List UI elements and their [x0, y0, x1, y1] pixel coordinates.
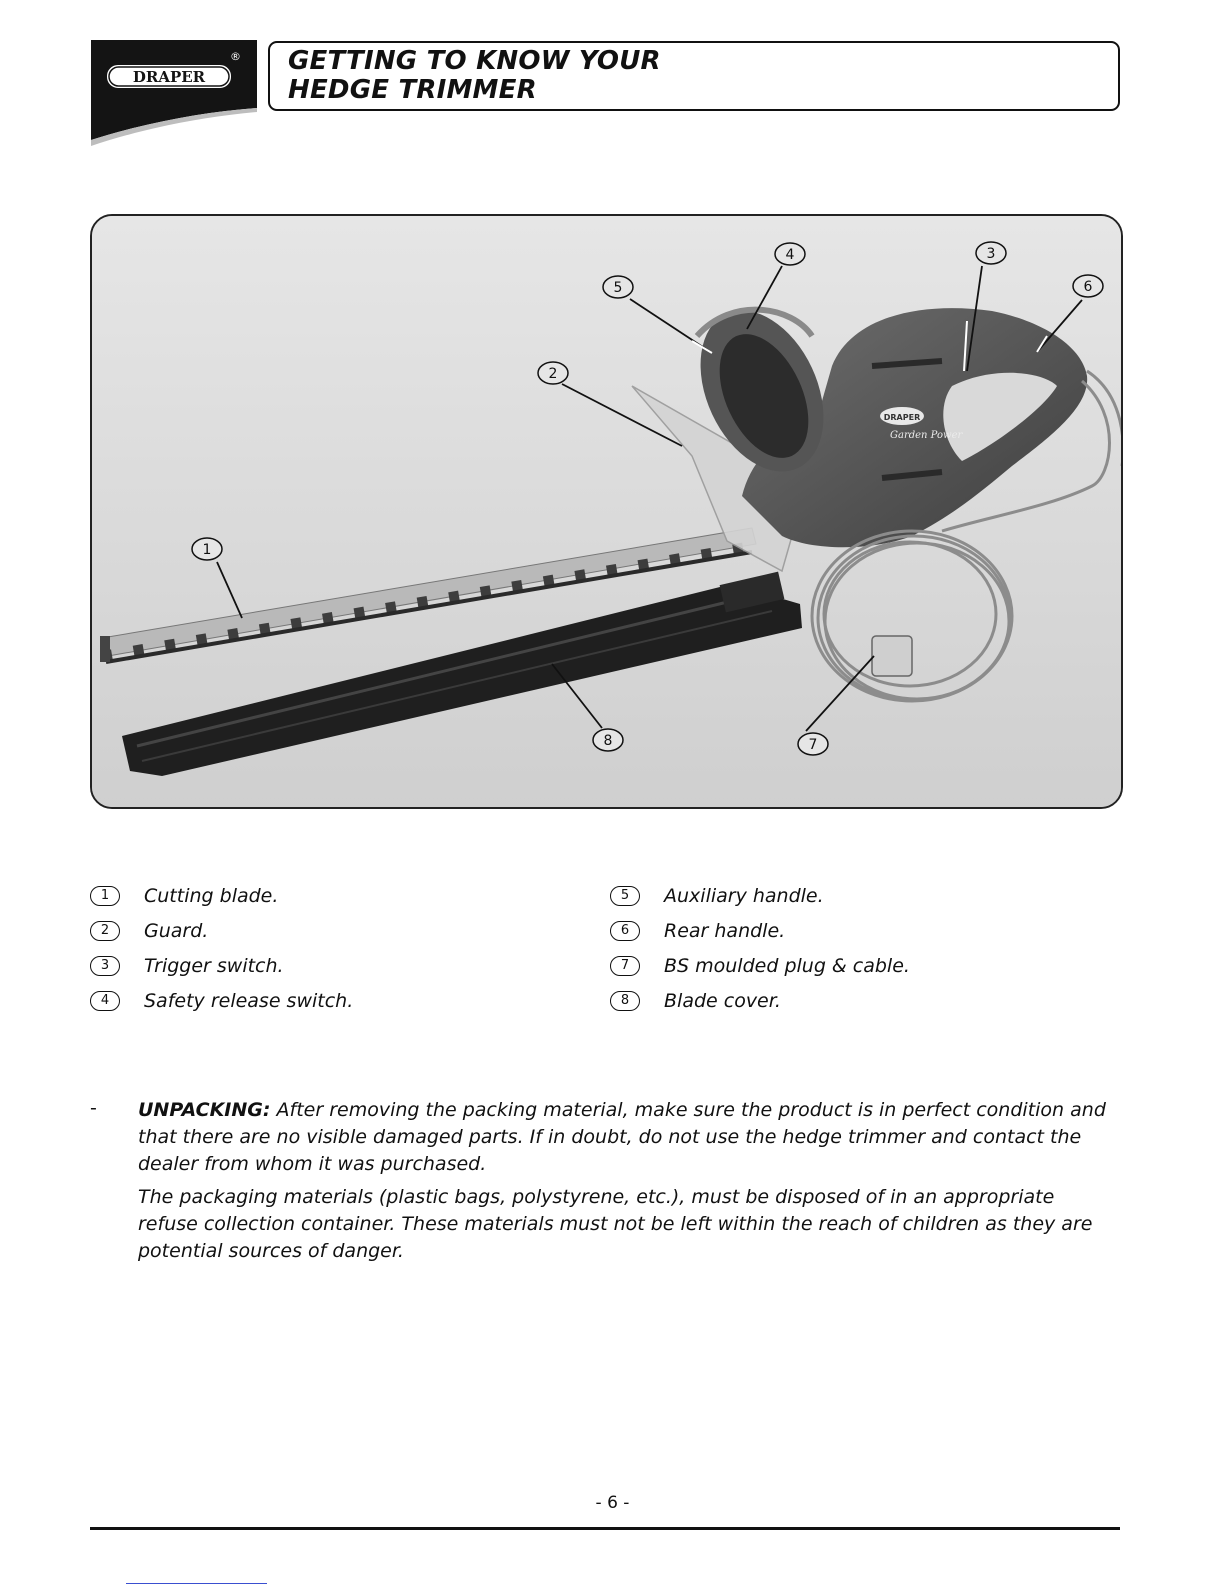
svg-text:5: 5: [613, 280, 623, 296]
svg-text:3: 3: [986, 246, 996, 262]
svg-text:7: 7: [808, 737, 818, 753]
unpacking-text-1: After removing the packing material, make sure the product is in perfect condition and that there are no visible damaged parts. If in doubt, do not use the hedge trimmer and contact the dealer from whom it was purchased.: [138, 1099, 1106, 1175]
legend-number-badge: 4: [90, 991, 120, 1011]
callout-4: [775, 243, 805, 265]
callout-6: [1073, 275, 1103, 297]
legend-item: [610, 983, 910, 1018]
product-badge: DRAPER: [883, 413, 921, 422]
callout-8: [593, 729, 623, 751]
legend-item: [610, 878, 910, 913]
legend-number-badge: 2: [90, 921, 120, 941]
svg-text:8: 8: [603, 733, 613, 749]
legend-label: Rear handle.: [664, 919, 786, 942]
legend-number-badge: 5: [610, 886, 640, 906]
unpacking-section: [90, 1097, 1120, 1265]
legend-label: Cutting blade.: [144, 884, 279, 907]
unpacking-heading: UNPACKING:: [138, 1099, 271, 1121]
registered-mark: ®: [230, 50, 241, 63]
callout-7: [798, 733, 828, 755]
legend-item: [90, 913, 353, 948]
product-script: Garden Power: [890, 430, 963, 441]
brand-logo-text: DRAPER: [132, 68, 206, 86]
parts-legend-left: [90, 878, 353, 1018]
legend-label: Guard.: [144, 919, 209, 942]
parts-legend-right: [610, 878, 910, 1018]
legend-item: [610, 948, 910, 983]
legend-label: Trigger switch.: [144, 954, 284, 977]
unpacking-paragraph-2: The packaging materials (plastic bags, polystyrene, etc.), must be disposed of in an appropriate refuse collection container. These materials must not be left within the reach of children as they are potential sources of danger.: [138, 1186, 1093, 1262]
callout-5: [603, 276, 633, 298]
legend-label: BS moulded plug & cable.: [664, 954, 910, 977]
legend-item: [610, 913, 910, 948]
unpacking-paragraph-1: [90, 1097, 1120, 1178]
legend-number-badge: 3: [90, 956, 120, 976]
legend-item: [90, 878, 353, 913]
bullet-dash: -: [90, 1097, 97, 1119]
legend-label: Safety release switch.: [144, 989, 354, 1012]
legend-item: [90, 948, 353, 983]
product-photo: [90, 214, 1123, 809]
brand-logo-tab: [91, 40, 257, 148]
svg-text:1: 1: [202, 542, 212, 558]
page-title-line2: HEDGE TRIMMER: [288, 75, 537, 105]
legend-number-badge: 6: [610, 921, 640, 941]
page-title-box: [268, 41, 1120, 111]
page-title-line1: GETTING TO KNOW YOUR: [288, 46, 661, 76]
page-number: - 6 -: [595, 1493, 630, 1513]
footer-rule: [90, 1527, 1120, 1530]
legend-number-badge: 1: [90, 886, 120, 906]
legend-label: Auxiliary handle.: [664, 884, 824, 907]
svg-text:6: 6: [1083, 279, 1093, 295]
legend-label: Blade cover.: [664, 989, 781, 1012]
svg-text:4: 4: [785, 247, 795, 263]
legend-number-badge: 8: [610, 991, 640, 1011]
legend-number-badge: 7: [610, 956, 640, 976]
bottom-link-underline: [126, 1583, 267, 1584]
callout-2: [538, 362, 568, 384]
callout-1: [192, 538, 222, 560]
callout-3: [976, 242, 1006, 264]
plug-illustration: [872, 636, 912, 676]
svg-text:2: 2: [548, 366, 558, 382]
legend-item: [90, 983, 353, 1018]
